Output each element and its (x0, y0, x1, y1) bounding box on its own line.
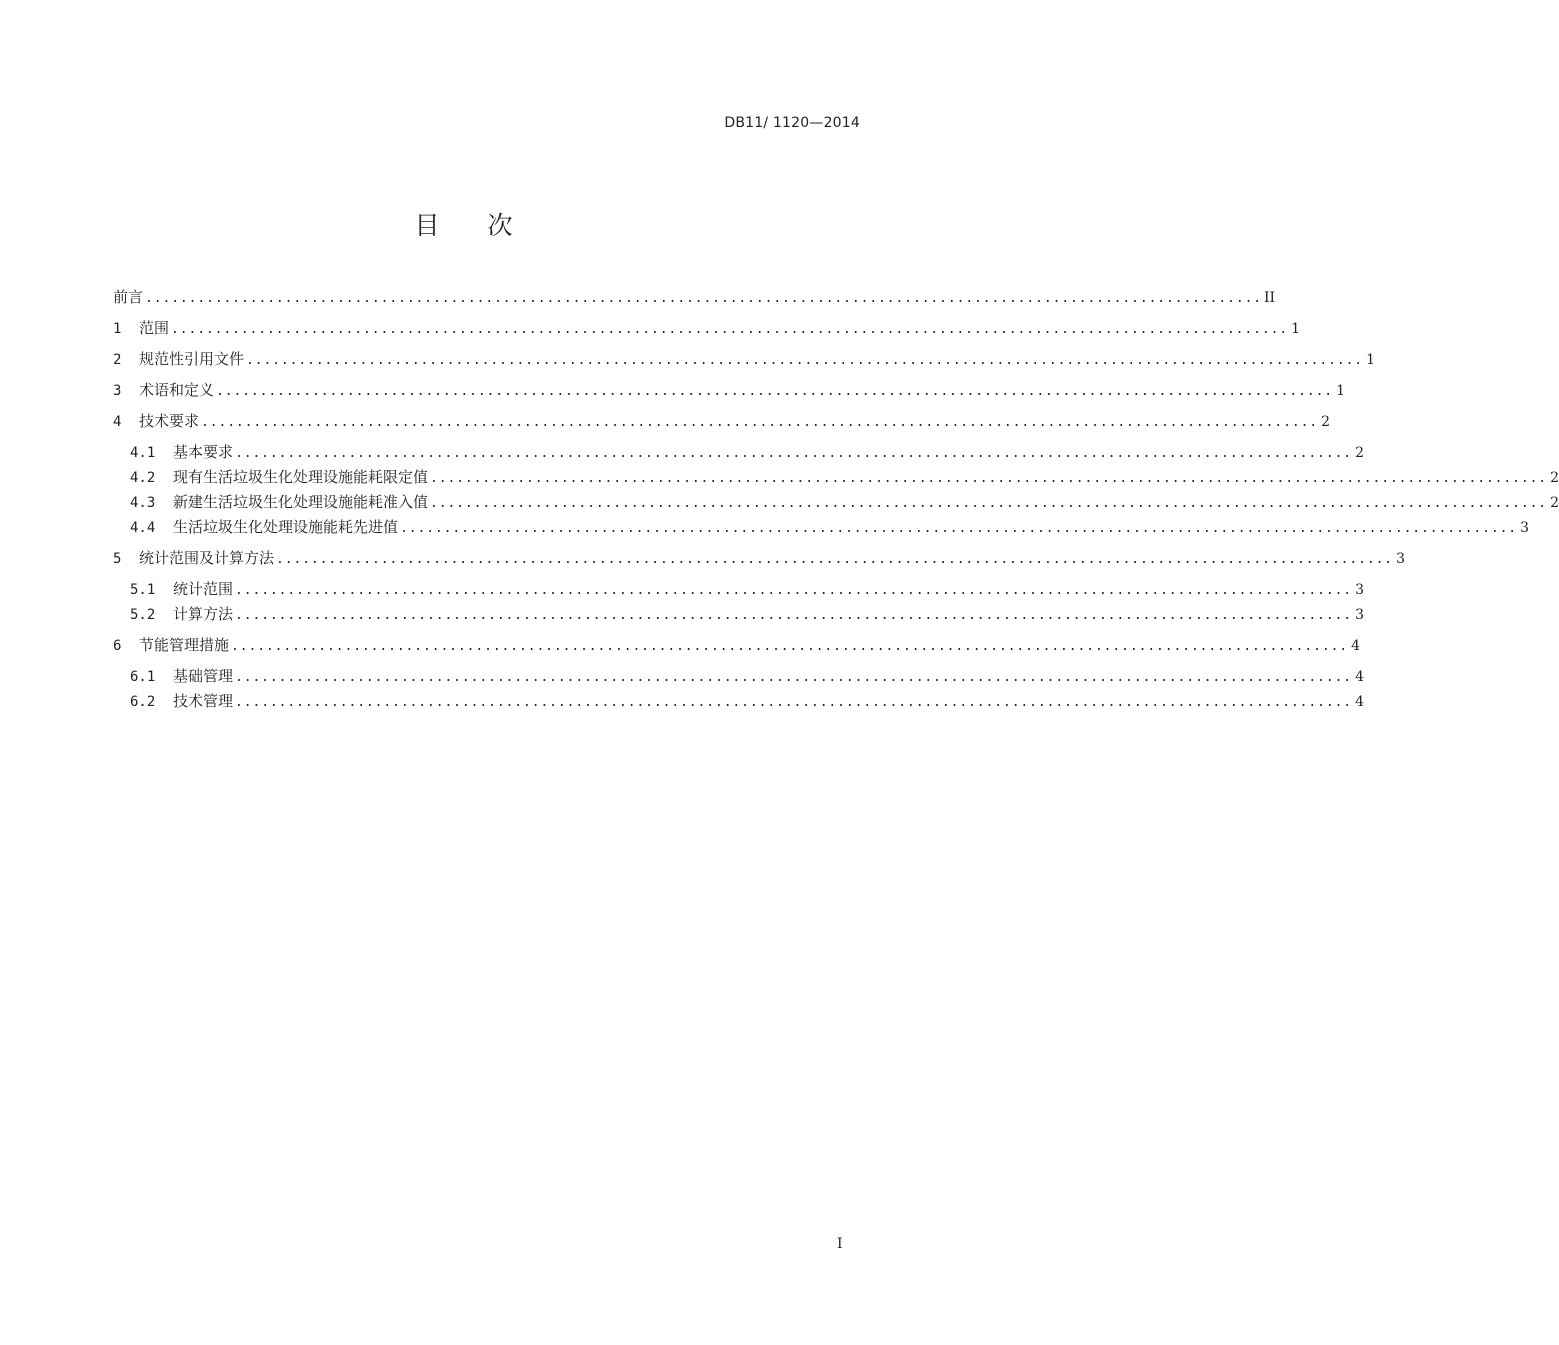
toc-entry-number: 4.3 (130, 495, 156, 511)
toc-entry-title: 规范性引用文件 (139, 350, 245, 368)
toc-leader: ................................................................................................................................ (430, 496, 1548, 511)
toc-entry-page: 3 (1355, 582, 1365, 598)
toc-entry-title: 基本要求 (173, 443, 234, 461)
toc-entry-number: 4 (113, 414, 122, 430)
toc-entry-6-2[interactable] (130, 690, 1365, 712)
toc-entry-number: 5 (113, 551, 122, 567)
toc-entry-title: 统计范围及计算方法 (139, 549, 275, 567)
toc-entry-2[interactable] (113, 348, 1376, 370)
toc-entry-page: 2 (1355, 445, 1365, 461)
toc-entry-number: 6.1 (130, 669, 156, 685)
toc-entry-page: 3 (1396, 551, 1406, 567)
toc-entry-title: 术语和定义 (139, 381, 215, 399)
toc-entry-number: 5.1 (130, 582, 156, 598)
document-code: DB11/ 1120—2014 (724, 115, 860, 131)
toc-leader: ................................................................................................................................ (201, 415, 1319, 430)
toc-entry-title: 生活垃圾生化处理设施能耗先进值 (173, 518, 399, 536)
toc-entry-title: 范围 (139, 319, 170, 337)
toc-entry-page: 1 (1336, 383, 1346, 399)
toc-entry-6-1[interactable] (130, 665, 1365, 687)
toc-entry-page: 1 (1291, 321, 1301, 337)
toc-entry-page: 2 (1550, 495, 1559, 511)
toc-entry-number: 4.4 (130, 520, 156, 536)
toc-entry-1[interactable] (113, 317, 1301, 339)
toc-leader: ................................................................................................................................ (430, 471, 1548, 486)
toc-entry-5[interactable] (113, 547, 1406, 569)
toc-entry-4[interactable] (113, 410, 1331, 432)
toc-entry-number: 4.2 (130, 470, 156, 486)
toc-entry-page: 3 (1355, 607, 1365, 623)
toc-entry-number: 2 (113, 352, 122, 368)
toc-leader: ................................................................................................................................ (235, 608, 1353, 623)
toc-leader: ................................................................................................................................ (235, 695, 1353, 710)
toc-leader: ................................................................................................................................ (235, 446, 1353, 461)
toc-entry-page: 3 (1520, 520, 1530, 536)
toc-entry-4-1[interactable] (130, 441, 1365, 463)
toc-entry-number: 3 (113, 383, 122, 399)
toc-leader: ................................................................................................................................ (216, 384, 1334, 399)
toc-entry-foreword[interactable] (113, 286, 1276, 308)
toc-entry-title: 新建生活垃圾生化处理设施能耗准入值 (173, 493, 429, 511)
toc-entry-page: 4 (1351, 638, 1361, 654)
toc-entry-5-2[interactable] (130, 603, 1365, 625)
toc-entry-title: 统计范围 (173, 580, 234, 598)
toc-entry-number: 6.2 (130, 694, 156, 710)
toc-leader: ................................................................................................................................ (276, 552, 1394, 567)
toc-entry-number: 4.1 (130, 445, 156, 461)
toc-entry-4-2[interactable] (130, 466, 1559, 488)
toc-entry-3[interactable] (113, 379, 1346, 401)
toc-leader: ................................................................................................................................ (246, 353, 1364, 368)
toc-entry-page: 4 (1355, 669, 1365, 685)
toc-entry-number: 6 (113, 638, 122, 654)
toc-entry-page: 1 (1366, 352, 1376, 368)
toc-entry-page: 2 (1550, 470, 1559, 486)
page-number: I (837, 1236, 843, 1252)
toc-entry-5-1[interactable] (130, 578, 1365, 600)
page-title: 目次 (414, 211, 561, 240)
toc-entry-page: 4 (1355, 694, 1365, 710)
toc-leader: ................................................................................................................................ (145, 291, 1263, 306)
toc-entry-6[interactable] (113, 634, 1361, 656)
toc-entry-page: 2 (1321, 414, 1331, 430)
toc-leader: ................................................................................................................................ (231, 639, 1349, 654)
toc-entry-title: 现有生活垃圾生化处理设施能耗限定值 (173, 468, 429, 486)
toc-entry-page: II (1264, 290, 1276, 306)
toc-leader: ................................................................................................................................ (235, 670, 1353, 685)
toc-leader: ................................................................................................................................ (171, 322, 1289, 337)
toc-entry-title: 技术要求 (139, 412, 200, 430)
toc-entry-number: 1 (113, 321, 122, 337)
toc-entry-4-3[interactable] (130, 491, 1559, 513)
toc-entry-title: 计算方法 (173, 605, 234, 623)
toc-entry-title: 技术管理 (173, 692, 234, 710)
toc-entry-title: 节能管理措施 (139, 636, 230, 654)
toc-entry-number: 5.2 (130, 607, 156, 623)
toc-leader: ................................................................................................................................ (400, 521, 1518, 536)
toc-entry-4-4[interactable] (130, 516, 1530, 538)
toc-entry-title: 前言 (113, 288, 144, 306)
toc-entry-title: 基础管理 (173, 667, 234, 685)
toc-leader: ................................................................................................................................ (235, 583, 1353, 598)
